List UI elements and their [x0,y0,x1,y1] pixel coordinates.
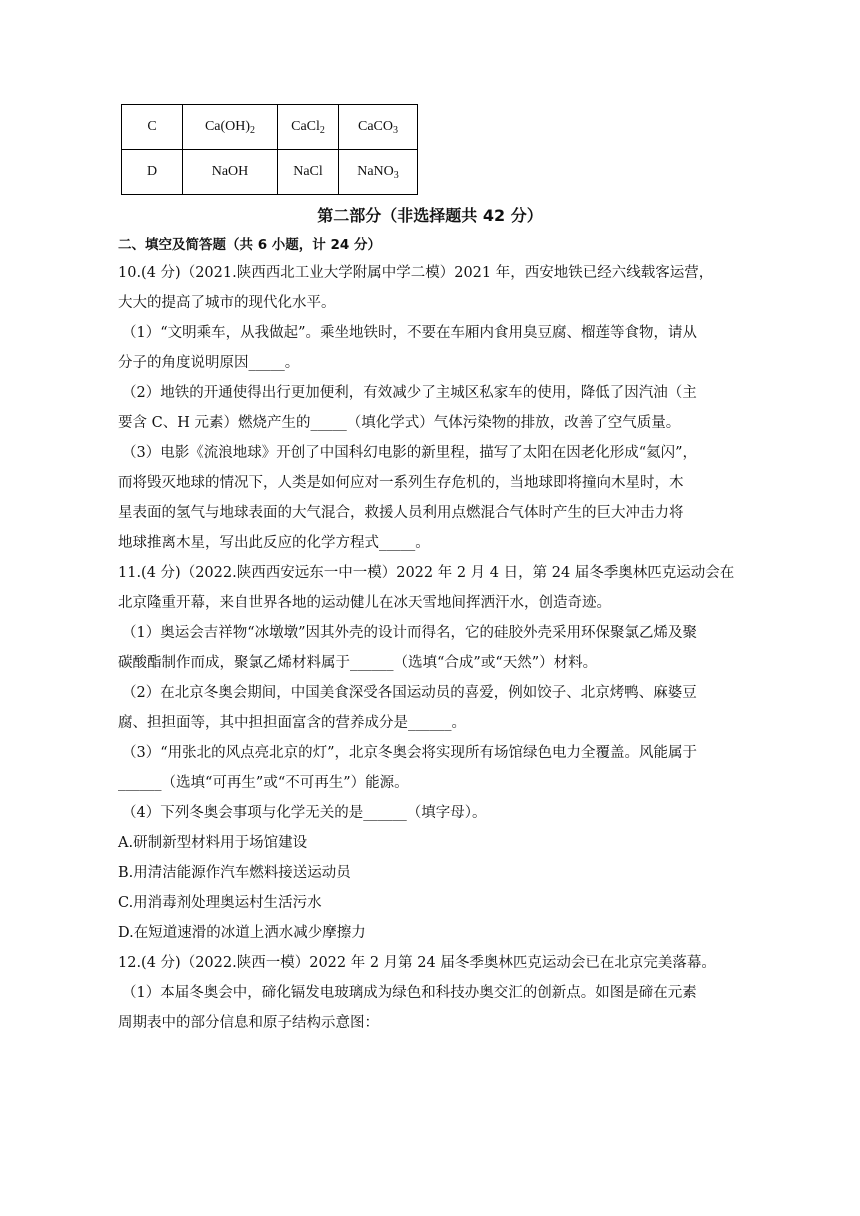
question-11-line: 11.(4 分)（2022.陕西西安远东一中一模）2022 年 2 月 4 日，第 24 届冬季奥林匹克运动会在 [118,565,735,581]
answer-option-d: D.在短道速滑的冰道上洒水减少摩擦力 [118,925,366,941]
answer-option-b: B.用清洁能源作汽车燃料接送运动员 [118,865,351,881]
question-10-line: 分子的角度说明原因_____。 [118,355,300,371]
question-10-line: 大大的提高了城市的现代化水平。 [118,295,336,311]
option-label: D [122,150,183,195]
part-title: 第二部分（非选择题共 42 分） [317,206,543,225]
question-10-part-2: （2）地铁的开通使得出行更加便利，有效减少了主城区私家车的使用，降低了因汽油（主 [122,385,697,401]
question-11-part-4: （4）下列冬奥会事项与化学无关的是______（填字母）。 [122,805,487,821]
question-10-line: 要含 C、H 元素）燃烧产生的_____（填化学式）气体污染物的排放，改善了空气质量。 [118,415,681,431]
answer-option-a: A.研制新型材料用于场馆建设 [118,835,308,851]
option-label: C [122,105,183,150]
table-cell: NaCl [278,150,339,195]
section-title: 二、填空及简答题（共 6 小题，计 24 分） [118,237,381,253]
question-10-part-1: （1）“文明乘车，从我做起”。乘坐地铁时，不要在车厢内食用臭豆腐、榴莲等食物，请从 [122,325,698,341]
question-10-line: 而将毁灭地球的情况下，人类是如何应对一系列生存危机的，当地球即将撞向木星时，木 [118,475,684,491]
table-cell: NaNO$_3$ [339,150,418,195]
question-10-line: 10.(4 分)（2021.陕西西北工业大学附属中学二模）2021 年，西安地铁已经六线载客运营， [118,265,714,281]
question-11-line: ______（选填“可再生”或“不可再生”）能源。 [118,775,409,791]
question-10-line: 星表面的氢气与地球表面的大气混合，救援人员利用点燃混合气体时产生的巨大冲击力将 [118,505,684,521]
table-cell: CaCl$_2$ [278,105,339,150]
question-10-line: 地球推离木星，写出此反应的化学方程式_____。 [118,535,430,551]
table-row [122,150,418,195]
question-11-line: 北京隆重开幕，来自世界各地的运动健儿在冰天雪地间挥洒汗水，创造奇迹。 [118,595,611,611]
question-10-part-3: （3）电影《流浪地球》开创了中国科幻电影的新里程，描写了太阳在因老化形成“氦闪”， [122,445,698,461]
options-table [121,104,418,195]
question-12-part-1: （1）本届冬奥会中，碲化镉发电玻璃成为绿色和科技办奥交汇的创新点。如图是碲在元素 [122,985,697,1001]
table-row [122,105,418,150]
question-11-part-2: （2）在北京冬奥会期间，中国美食深受各国运动员的喜爱，例如饺子、北京烤鸭、麻婆豆 [122,685,697,701]
question-11-part-3: （3）“用张北的风点亮北京的灯”，北京冬奥会将实现所有场馆绿色电力全覆盖。风能属于 [122,745,698,761]
question-11-part-1: （1）奥运会吉祥物“冰墩墩”因其外壳的设计而得名，它的硅胶外壳采用环保聚氯乙烯及聚 [122,625,698,641]
answer-option-c: C.用消毒剂处理奥运村生活污水 [118,895,322,911]
question-12-line: 周期表中的部分信息和原子结构示意图： [118,1015,379,1031]
table-cell: $Ca(OH)_2$ [183,105,278,150]
table-cell: CaCO$_3$ [339,105,418,150]
table-cell: NaOH [183,150,278,195]
question-12-line: 12.(4 分)（2022.陕西一模）2022 年 2 月第 24 届冬季奥林匹克运动会已在北京完美落幕。 [118,955,716,971]
question-11-line: 腐、担担面等，其中担担面富含的营养成分是______。 [118,715,466,731]
question-11-line: 碳酸酯制作而成，聚氯乙烯材料属于______（选填“合成”或“天然”）材料。 [118,655,598,671]
